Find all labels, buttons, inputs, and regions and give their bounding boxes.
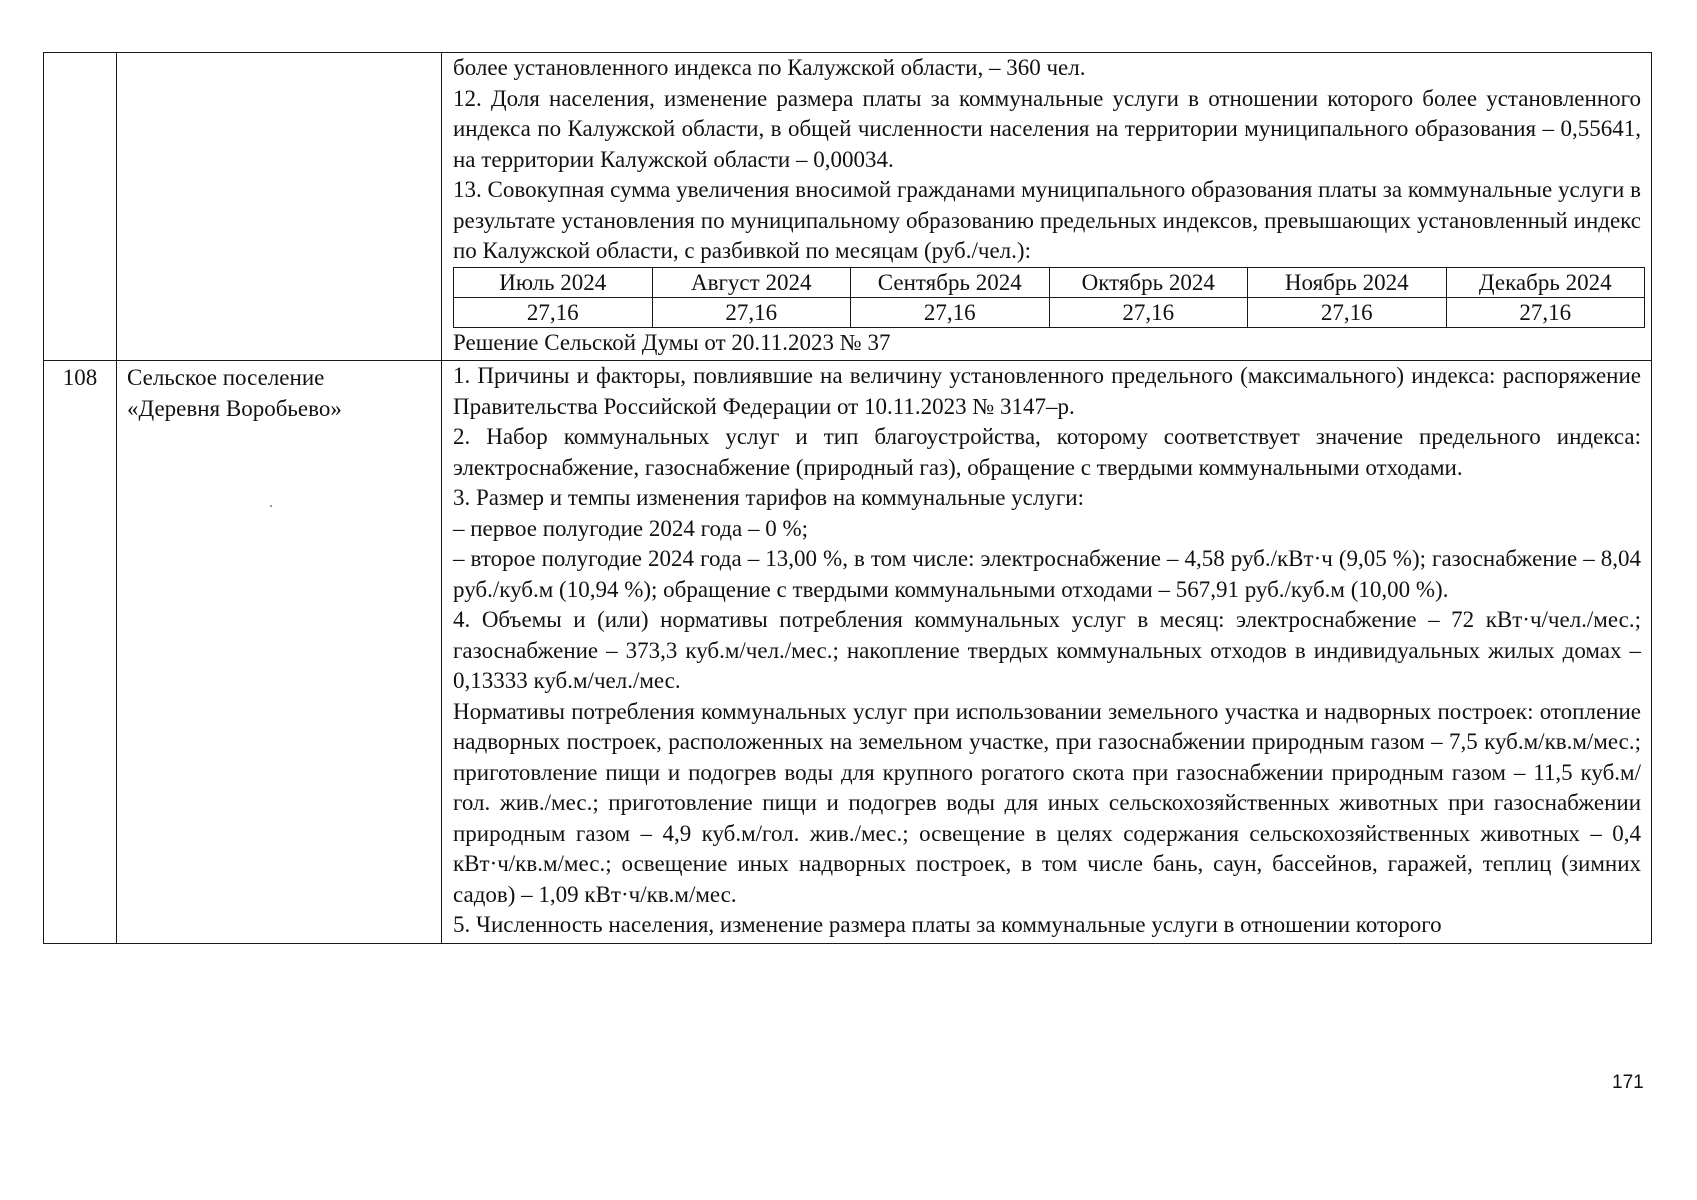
row-number-cell [44, 361, 117, 944]
decision-text: Решение Сельской Думы от 20.11.2023 № 37 [453, 329, 891, 355]
month-header: Сентябрь 2024 [851, 267, 1050, 297]
month-value-row [454, 297, 1645, 327]
month-value: 27,16 [1248, 297, 1447, 327]
paragraph: 4. Объемы и (или) нормативы потребления коммунальных услуг в месяц: электроснабжение – 72 кВт·ч/чел./мес.; газоснабжение – 373,3 куб.м/чел./мес.; накопление твердых коммунальных отходов в индивидуальных жилых домах – 0,13333 куб.м/чел./мес. [453, 607, 1641, 693]
index-table [43, 52, 1652, 944]
row-number: 108 [62, 365, 98, 390]
month-value: 27,16 [454, 297, 653, 327]
paragraph: 13. Совокупная сумма увеличения вносимой гражданами муниципального образования платы за коммунальные услуги в результате установления по муниципальному образованию предельных индексов, превышающих установленный индекс по Калужской области, с разбивкой по месяцам (руб./чел.): [453, 177, 1641, 263]
month-header: Ноябрь 2024 [1248, 267, 1447, 297]
paragraph: 1. Причины и факторы, повлиявшие на величину установленного предельного (максимального) индекса: распоряжение Правительства Российской Федерации от 10.11.2023 № 3147–р. [453, 363, 1641, 419]
index-details-cell [442, 361, 1652, 944]
month-header: Август 2024 [652, 267, 851, 297]
paragraph: 5. Численность населения, изменение размера платы за коммунальные услуги в отношении которого [453, 912, 1442, 937]
monthly-increase-table [453, 267, 1645, 328]
page-number: 171 [1612, 1072, 1644, 1093]
paragraph: – второе полугодие 2024 года – 13,00 %, в том числе: электроснабжение – 4,58 руб./кВт·ч (9,05 %); газоснабжение – 8,04 руб./куб.м (10,94 %); обращение с твердыми коммунальными отходами – 567,91 руб./куб.м (10,00 %). [453, 546, 1641, 602]
scan-speck [270, 505, 272, 507]
paragraph: 2. Набор коммунальных услуг и тип благоустройства, которому соответствует значение предельного индекса: электроснабжение, газоснабжение (природный газ), обращение с твердыми коммунальными отходами. [453, 424, 1641, 480]
month-header: Декабрь 2024 [1446, 267, 1645, 297]
table-row [44, 361, 1652, 944]
municipality-name: «Деревня Воробьево» [127, 395, 342, 421]
paragraph: 12. Доля населения, изменение размера платы за коммунальные услуги в отношении которого более установленного индекса по Калужской области, в общей численности населения на территории муниципального образования – 0,55641, на территории Калужской области – 0,00034. [453, 85, 1641, 172]
paragraph: Нормативы потребления коммунальных услуг при использовании земельного участка и надворных построек: отопление надворных построек, расположенных на земельном участке, при газоснабжении природным газом – 7,5 куб.м/кв.м/мес.; приготовление пищи и подогрев воды для крупного рогатого скота при газоснабжении природным газом – 11,5 куб.м/гол. жив./мес.; приготовление пищи и подогрев воды для иных сельскохозяйственных животных при газоснабжении природным газом – 4,9 куб.м/гол. жив./мес.; освещение в целях содержания сельскохозяйственных животных – 0,4 кВт·ч/кв.м/мес.; освещение иных надворных построек, в том числе бань, саун, бассейнов, гаражей, теплиц (зимних садов) – 1,09 кВт·ч/кв.м/мес. [453, 698, 1641, 907]
month-header-row [454, 267, 1645, 297]
month-value: 27,16 [1446, 297, 1645, 327]
paragraph: 3. Размер и темпы изменения тарифов на коммунальные услуги: [453, 485, 1084, 510]
table-row [44, 53, 1652, 361]
index-details-cell [442, 53, 1652, 361]
paragraph: более установленного индекса по Калужской области, – 360 чел. [453, 55, 1086, 80]
row-number-cell [44, 53, 117, 361]
month-header: Июль 2024 [454, 267, 653, 297]
month-value: 27,16 [652, 297, 851, 327]
month-value: 27,16 [1049, 297, 1248, 327]
month-header: Октябрь 2024 [1049, 267, 1248, 297]
month-value: 27,16 [851, 297, 1050, 327]
paragraph: – первое полугодие 2024 года – 0 %; [453, 515, 809, 541]
municipality-name-cell [117, 361, 442, 944]
municipality-type: Сельское поселение [127, 365, 325, 390]
municipality-name-cell [117, 53, 442, 361]
